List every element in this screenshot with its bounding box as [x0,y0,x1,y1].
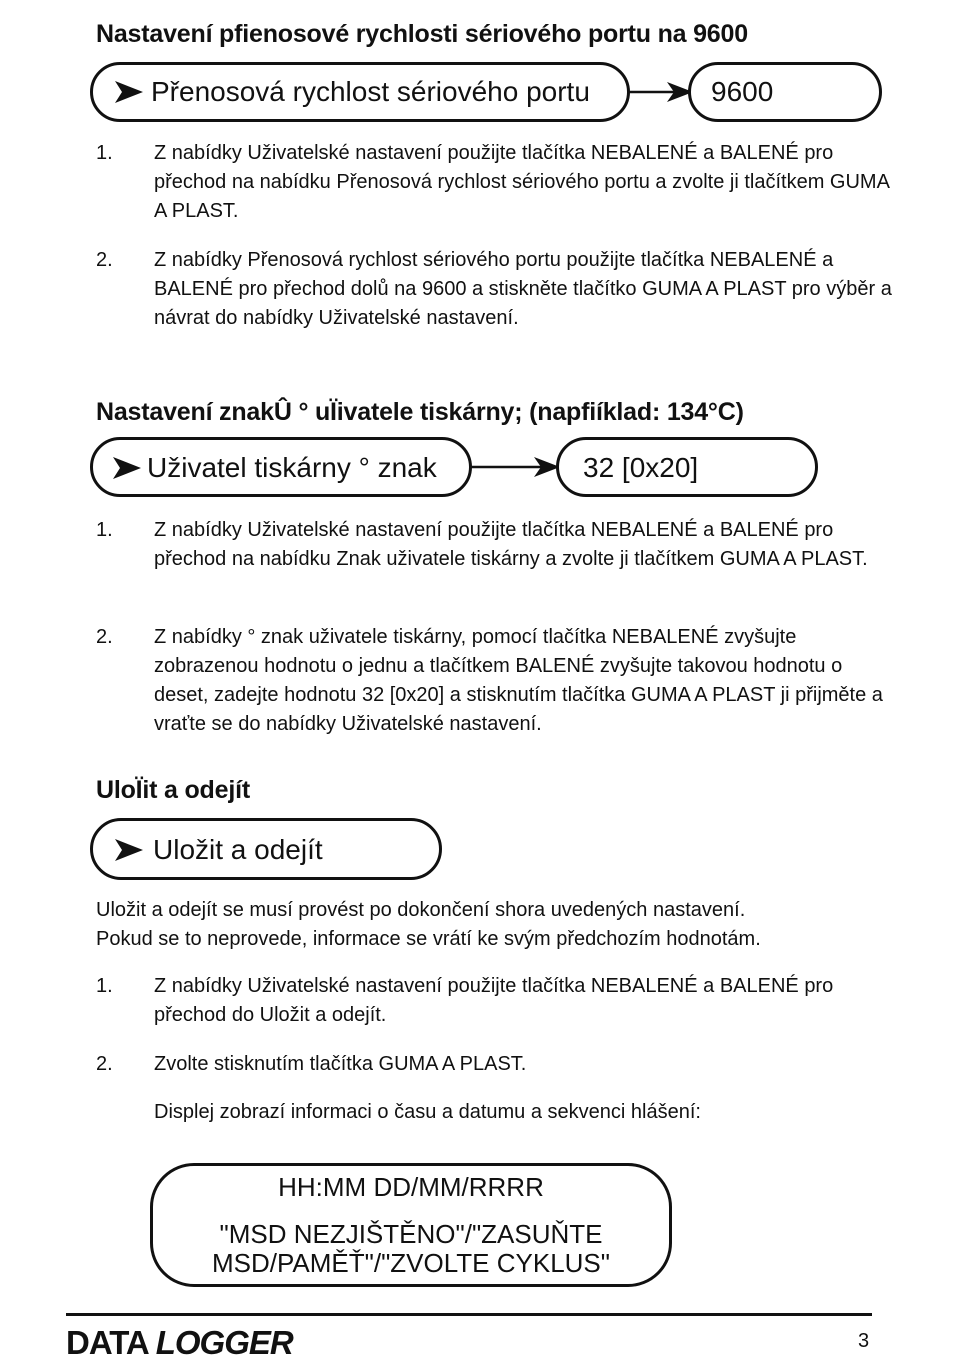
display-line-2: "MSD NEZJIŠTĚNO"/"ZASUŇTE [219,1219,603,1249]
arrowhead-icon [115,839,143,861]
brand-logo [66,1324,293,1362]
step-text: Z nabídky Přenosová rychlost sériového portu použijte tlačítka NEBALENÉ a BALENÉ pro přechod dolů na 9600 a stiskněte tlačítko GUMA A PLAST pro výběr a návrat do nabídky Uživatelské nastavení. [154,249,892,329]
section-heading-char: Nastavení znakÛ ° uÏivatele tiskárny; (napfiíklad: 134°C) [96,398,744,426]
step-text: Zvolte stisknutím tlačítka GUMA A PLAST. [154,1053,527,1075]
arrow-connector-icon [470,454,560,480]
step-number: 1. [96,519,113,541]
display-line-1: HH:MM DD/MM/RRRR [278,1172,544,1202]
brand-part-2: LOGGER [155,1324,293,1361]
step-text: Z nabídky Uživatelské nastavení použijte tlačítka NEBALENÉ a BALENÉ pro přechod na nabídku Znak uživatele tiskárny a zvolte ji tlačítkem GUMA A PLAST. [154,519,868,570]
menu-value-pill-baud [688,62,882,122]
display-line-3: MSD/PAMĚŤ"/"ZVOLTE CYKLUS" [211,1248,610,1278]
section-heading-save: UloÏit a odejít [96,776,250,804]
arrowhead-icon [115,81,143,103]
brand-part-1: DATA [66,1324,156,1361]
lcd-display-box [150,1163,672,1287]
menu-label-char: Uživatel tiskárny ° znak [147,452,437,483]
menu-label-baud: Přenosová rychlost sériového portu [151,76,590,107]
arrow-connector-icon [627,79,693,105]
arrowhead-icon [113,457,141,479]
step-text: Z nabídky ° znak uživatele tiskárny, pomocí tlačítka NEBALENÉ zvyšujte zobrazenou hodnotu o jednu a tlačítkem BALENÉ zvyšujte takovou hodnotu o deset, zadejte hodnotu 32 [0x20] a stisknutím tlačítka GUMA A PLAST ji přijměte a vraťte se do nabídky Uživatelské nastavení. [154,626,883,735]
step-number: 2. [96,1053,113,1075]
menu-value-char: 32 [0x20] [583,452,699,483]
menu-label-save: Uložit a odejít [153,834,323,865]
step-number: 2. [96,249,113,271]
step-text: Z nabídky Uživatelské nastavení použijte tlačítka NEBALENÉ a BALENÉ pro přechod na nabídku Přenosová rychlost sériového portu a zvolte ji tlačítkem GUMA A PLAST. [154,142,889,222]
display-note: Displej zobrazí informaci o času a datumu a sekvenci hlášení: [154,1101,701,1123]
step-text: Z nabídky Uživatelské nastavení použijte tlačítka NEBALENÉ a BALENÉ pro přechod do Uložit a odejít. [154,975,834,1026]
menu-pill-char [90,437,472,497]
step-number: 2. [96,626,113,648]
step-number: 1. [96,142,113,164]
save-intro-2: Pokud se to neprovede, informace se vrátí ke svým předchozím hodnotám. [96,928,761,950]
page-number: 3 [858,1330,870,1352]
section-heading-baud: Nastavení pfienosové rychlosti sériového portu na 9600 [96,20,748,48]
menu-pill-save [90,818,442,880]
footer-rule [66,1313,872,1316]
step-number: 1. [96,975,113,997]
menu-value-baud: 9600 [711,76,774,107]
menu-value-pill-char [556,437,818,497]
menu-pill-baud [90,62,630,122]
save-intro-1: Uložit a odejít se musí provést po dokončení shora uvedených nastavení. [96,899,746,921]
